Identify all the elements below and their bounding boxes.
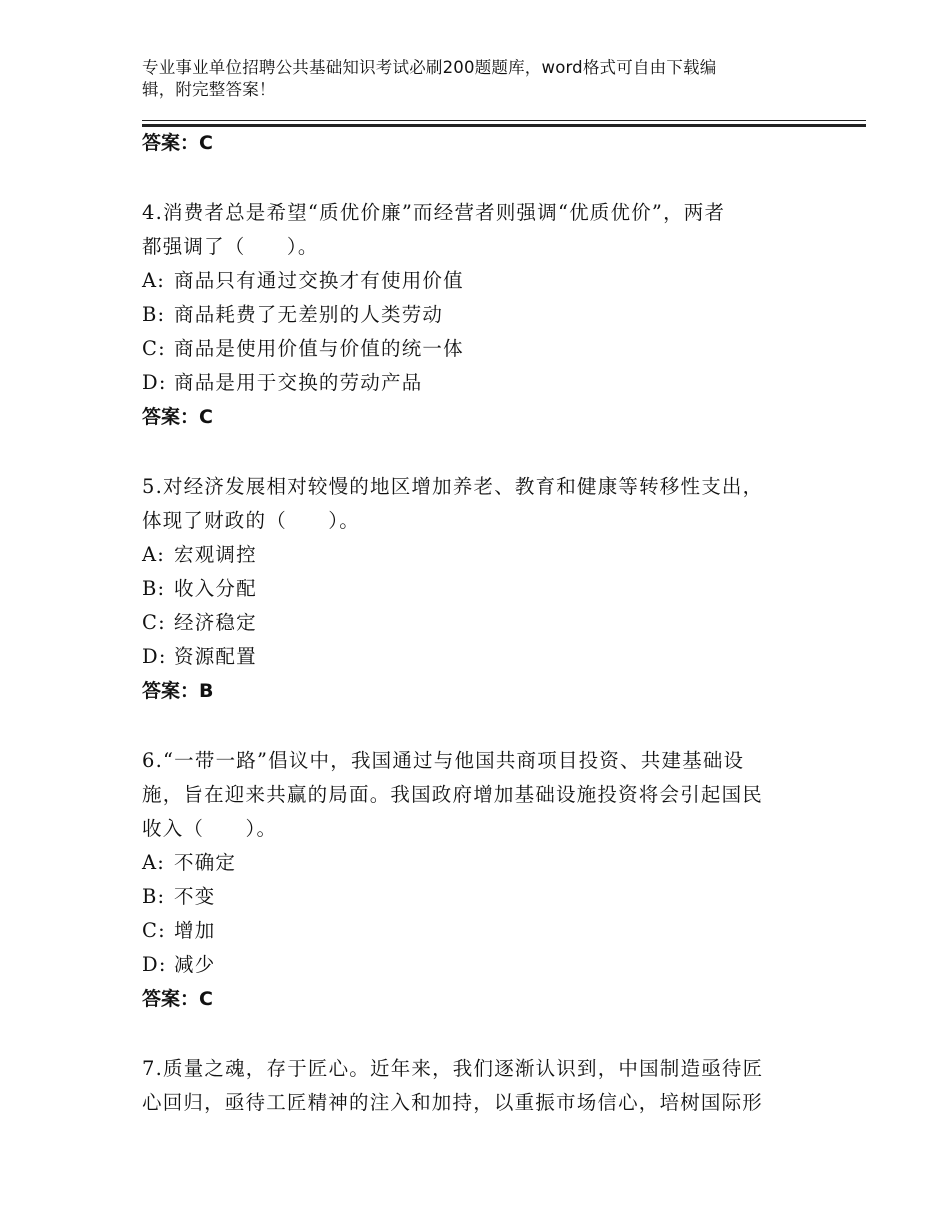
option-letter: A: (142, 851, 166, 874)
option-text: 收入分配 (174, 577, 257, 600)
option-text: 经济稳定 (174, 611, 257, 634)
option-text: 资源配置 (174, 645, 257, 668)
option-letter: C: (142, 611, 166, 634)
question-text-line: 收入（ ）。 (142, 817, 278, 840)
option-text: 不确定 (174, 851, 237, 874)
option-b (142, 880, 802, 914)
question-text-line: 施，旨在迎来共赢的局面。我国政府增加基础设施投资将会引起国民 (142, 783, 764, 806)
option-text: 商品是用于交换的劳动产品 (174, 371, 423, 394)
option-d (142, 948, 802, 982)
question-item (142, 1052, 802, 1120)
header-line-2: 辑，附完整答案！ (142, 80, 276, 99)
header-divider-thin (142, 120, 866, 121)
option-text: 宏观调控 (174, 543, 257, 566)
page-header (142, 57, 792, 101)
question-item (142, 470, 802, 708)
option-letter: C: (142, 919, 166, 942)
answer-line: 答案：C (142, 406, 213, 428)
option-a (142, 846, 802, 880)
option-letter: C: (142, 337, 166, 360)
question-text-line: 6.“一带一路”倡议中，我国通过与他国共商项目投资、共建基础设 (142, 749, 745, 772)
option-a (142, 264, 802, 298)
option-letter: B: (142, 885, 166, 908)
question-text-line: 心回归，亟待工匠精神的注入和加持，以重振市场信心，培树国际形 (142, 1091, 764, 1114)
option-b (142, 572, 802, 606)
question-text-line: 4.消费者总是希望“质优价廉”而经营者则强调“优质优价”，两者 (142, 201, 726, 224)
option-a (142, 538, 802, 572)
question-text-line: 5.对经济发展相对较慢的地区增加养老、教育和健康等转移性支出， (142, 475, 764, 498)
option-text: 不变 (174, 885, 216, 908)
option-letter: D: (142, 953, 167, 976)
question-text-line: 7.质量之魂，存于匠心。近年来，我们逐渐认识到，中国制造亟待匠 (142, 1057, 764, 1080)
option-c (142, 606, 802, 640)
option-b (142, 298, 802, 332)
question-text-line: 都强调了（ ）。 (142, 235, 319, 258)
answer-line: 答案：C (142, 132, 213, 154)
header-line-1: 专业事业单位招聘公共基础知识考试必刷200题题库，word格式可自由下载编 (142, 58, 717, 77)
option-c (142, 332, 802, 366)
option-text: 商品只有通过交换才有使用价值 (174, 269, 464, 292)
question-item (142, 744, 802, 1016)
option-c (142, 914, 802, 948)
question-list (142, 126, 802, 1120)
option-letter: D: (142, 645, 167, 668)
option-text: 商品是使用价值与价值的统一体 (174, 337, 464, 360)
option-letter: A: (142, 543, 166, 566)
option-text: 增加 (174, 919, 216, 942)
option-letter: B: (142, 577, 166, 600)
option-text: 商品耗费了无差别的人类劳动 (174, 303, 444, 326)
option-letter: B: (142, 303, 166, 326)
option-letter: A: (142, 269, 166, 292)
question-item (142, 196, 802, 434)
question-text-line: 体现了财政的（ ）。 (142, 509, 360, 532)
option-letter: D: (142, 371, 167, 394)
answer-line: 答案：C (142, 988, 213, 1010)
option-text: 减少 (174, 953, 216, 976)
answer-line: 答案：B (142, 680, 214, 702)
option-d (142, 640, 802, 674)
option-d (142, 366, 802, 400)
